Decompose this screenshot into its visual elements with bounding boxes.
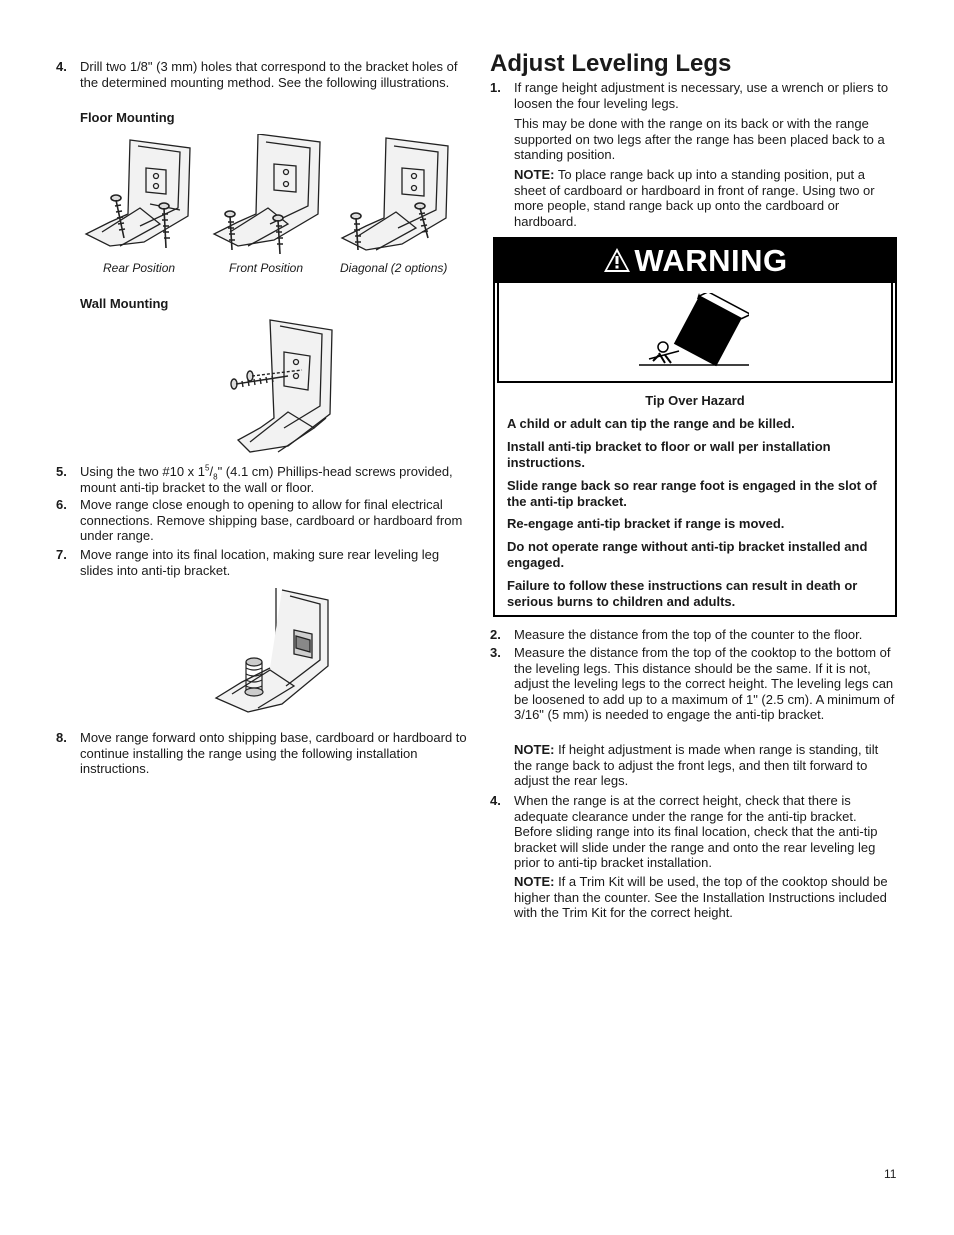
warning-line: Re-engage anti-tip bracket if range is moved. — [507, 516, 785, 531]
warning-title: Tip Over Hazard — [645, 393, 745, 408]
step-number: 4. — [490, 793, 501, 808]
step-4-check-clearance — [490, 793, 898, 871]
tip-over-pictogram-frame — [497, 283, 893, 383]
step-2-measure-counter — [490, 627, 898, 643]
step-text: Drill two 1/8" (3 mm) holes that correspond to the bracket holes of the determined mounting method. See the following illustrations. — [80, 59, 458, 90]
paragraph-range-position: This may be done with the range on its back or with the range supported on two legs after the range has been placed back to a standing position. — [514, 116, 885, 162]
step-text-part: Using the two #10 x 1 — [80, 464, 206, 479]
note-standing-position — [514, 167, 898, 229]
note-trim-kit — [514, 874, 898, 921]
warning-header — [495, 239, 895, 283]
warning-box — [493, 237, 897, 617]
fraction-slash: / — [209, 464, 214, 479]
warning-header-text: WARNING — [634, 243, 788, 278]
caption-rear-position: Rear Position — [103, 261, 176, 275]
note-label: NOTE: — [514, 167, 555, 182]
bracket-rear-position — [86, 140, 190, 246]
step-text: Move range into its final location, making sure rear leveling leg slides into anti-tip bracket. — [80, 547, 440, 578]
wall-mounting-illustration — [226, 318, 396, 458]
floor-mounting-heading: Floor Mounting — [80, 110, 175, 125]
warning-line: A child or adult can tip the range and be killed. — [507, 416, 795, 431]
step-3-measure-cooktop — [490, 645, 898, 723]
step-number: 1. — [490, 80, 501, 95]
note-height-adjustment — [514, 742, 898, 789]
floor-mounting-illustration — [80, 134, 460, 262]
section-title: Adjust Leveling Legs — [490, 50, 732, 77]
warning-line: Install anti-tip bracket to floor or wall per installation instructions. — [507, 439, 831, 470]
step-text — [80, 464, 468, 495]
step-text-part: " (4.1 cm) Phillips-head screws provided, mount anti-tip bracket to the wall or floor. — [80, 464, 453, 495]
step-7-final-location — [56, 547, 468, 578]
warning-line: Do not operate range without anti-tip bracket installed and engaged. — [507, 539, 868, 570]
note-label: NOTE: — [514, 874, 555, 889]
step-text: Move range forward onto shipping base, cardboard or hardboard to continue installing the range using the following installation instructions. — [80, 730, 467, 776]
bracket-front-position — [214, 134, 320, 246]
note-label: NOTE: — [514, 742, 555, 757]
step-number: 6. — [56, 497, 67, 512]
step-text: Move range close enough to opening to allow for final electrical connections. Remove shipping base, cardboard or hardboard from under range. — [80, 497, 463, 543]
step-number: 8. — [56, 730, 67, 745]
step-number: 3. — [490, 645, 501, 660]
fraction-numerator: 5 — [205, 463, 210, 473]
step-text: Measure the distance from the top of the counter to the floor. — [514, 627, 863, 642]
warning-line: Failure to follow these instructions can result in death or serious burns to children and adults. — [507, 578, 858, 609]
step-number: 5. — [56, 464, 67, 479]
note-text: If height adjustment is made when range is standing, tilt the range back to adjust the front legs, and then tilt forward to adjust the rear legs. — [514, 742, 879, 788]
caption-diagonal-position: Diagonal (2 options) — [340, 261, 448, 275]
step-text: When the range is at the correct height, check that there is adequate clearance under the range for the anti-tip bracket. Before sliding range into its final location, check that the anti-tip bracket will slide under the range and onto the rear leveling leg prior to anti-tip bracket installation. — [514, 793, 878, 870]
caption-front-position: Front Position — [229, 261, 304, 275]
step-number: 7. — [56, 547, 67, 562]
bracket-diagonal-position — [342, 138, 448, 250]
step-6-move-range — [56, 497, 468, 544]
leveling-leg-illustration — [212, 586, 342, 720]
warning-triangle-icon — [602, 246, 632, 274]
tip-over-pictogram-icon — [639, 293, 749, 369]
note-text: To place range back up into a standing position, put a sheet of cardboard or hardboard in front of range. Using two or more people, stand range back up onto the cardboard or hardboard. — [514, 167, 875, 229]
page-number: 11 — [884, 1167, 897, 1181]
step-number: 4. — [56, 59, 67, 74]
step-text: Measure the distance from the top of the cooktop to the bottom of the leveling legs. This distance should be the same. If it is not, adjust the leveling legs to the correct height. The leveling legs can be loosened to add up to a maximum of 1" (2.5 cm). A minimum of 3/16" (5 mm) is needed to engage the anti-tip bracket. — [514, 645, 895, 722]
warning-line: Slide range back so rear range foot is engaged in the slot of the anti-tip bracket. — [507, 478, 877, 509]
step-1-loosen-legs — [490, 80, 898, 111]
step-number: 2. — [490, 627, 501, 642]
note-text: If a Trim Kit will be used, the top of the cooktop should be higher than the counter. See the Installation Instructions included with the Trim Kit for the correct height. — [514, 874, 888, 920]
wall-mounting-heading: Wall Mounting — [80, 296, 169, 311]
step-text: If range height adjustment is necessary, use a wrench or pliers to loosen the four leveling legs. — [514, 80, 889, 111]
step-8-move-forward — [56, 730, 468, 777]
step-4-drill — [56, 59, 468, 90]
step-5-mount — [56, 464, 468, 495]
fraction-denominator: 8 — [213, 472, 218, 482]
